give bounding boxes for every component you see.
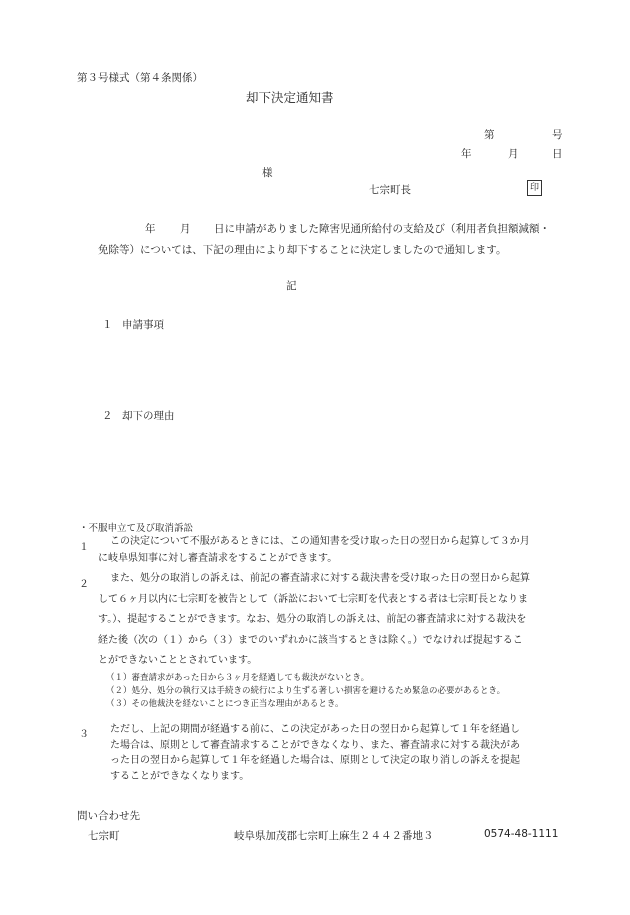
appeal-2-text — [98, 569, 530, 672]
body-line-2: 免除等）については、下記の理由により却下することに決定しましたので通知します。 — [98, 244, 507, 256]
item-1-number: １ — [102, 319, 113, 331]
date-day-label: 日 — [552, 148, 563, 160]
number-prefix: 第 — [484, 129, 495, 141]
body-line-1: 日に申請がありました障害児通所給付の支給及び（利用者負担額減額・ — [214, 223, 550, 235]
appeal-3-line: することができなくなります。 — [110, 770, 250, 782]
form-label: 第３号様式（第４条関係） — [77, 72, 203, 84]
item-2-number: ２ — [102, 410, 113, 422]
date-year-label: 年 — [461, 148, 472, 160]
contact-address: 岐阜県加茂郡七宗町上麻生２４４２番地３ — [234, 830, 434, 842]
contact-phone: 0574-48-1111 — [484, 828, 559, 840]
appeal-2-line: 経た後（次の（１）から（３）までのいずれかに該当するときは除く。）でなければ提起するこ — [98, 634, 523, 646]
addressee-honorific: 様 — [262, 167, 273, 179]
appeal-2-line: とができないこととされています。 — [98, 655, 258, 666]
appeal-1-number: １ — [79, 542, 89, 553]
item-2-label: 却下の理由 — [122, 410, 175, 422]
appeal-1-line: に岐阜県知事に対し審査請求をすることができます。 — [98, 553, 338, 564]
appeal-3-number: ３ — [79, 729, 89, 740]
appeal-1-line: この決定について不服があるときには、この通知書を受け取った日の翌日から起算して３か月 — [110, 536, 530, 547]
appeal-2-number: ２ — [79, 579, 89, 590]
appeal-sub-item: （１）審査請求があった日から３ヶ月を経過しても裁決がないとき。 — [106, 673, 370, 683]
appeal-heading: ・不服申立て及び取消訴訟 — [79, 523, 194, 534]
body-date-month: 月 — [180, 223, 191, 235]
appeal-2-line: して６ヶ月以内に七宗町を被告として（訴訟において七宗町を代表とする者は七宗町長となりま — [98, 593, 528, 605]
issuer-name: 七宗町長 — [369, 184, 411, 196]
document-title: 却下決定通知書 — [246, 90, 334, 105]
seal-mark: 印 — [527, 180, 542, 196]
date-month-label: 月 — [508, 148, 519, 160]
appeal-3-line: った日の翌日から起算して１年を経過した場合は、原則として決定の取り消しの訴えを提起 — [110, 755, 520, 766]
appeal-3-line: た場合は、原則として審査請求することができなくなり、また、審査請求に対する裁決があ — [110, 739, 520, 751]
appeal-2-line: す。）、提起することができます。なお、処分の取消しの訴えは、前記の審査請求に対する裁決を — [98, 614, 527, 625]
contact-heading: 問い合わせ先 — [77, 810, 140, 822]
appeal-1-text — [98, 533, 530, 567]
appeal-sub-items — [106, 672, 505, 711]
appeal-3-text — [98, 722, 520, 784]
contact-org: 七宗町 — [88, 830, 120, 842]
body-date-year: 年 — [145, 223, 156, 235]
ki-heading: 記 — [286, 280, 297, 292]
number-suffix: 号 — [552, 129, 563, 141]
appeal-sub-item: （２）処分、処分の執行又は手続きの続行により生ずる著しい損害を避けるため緊急の必要があるとき。 — [106, 686, 506, 696]
appeal-3-line: ただし、上記の期間が経過する前に、この決定があった日の翌日から起算して１年を経過し — [110, 724, 520, 735]
item-1-label: 申請事項 — [122, 319, 164, 331]
appeal-2-line: また、処分の取消しの訴えは、前記の審査請求に対する裁決書を受け取った日の翌日から起算 — [110, 573, 530, 584]
appeal-sub-item: （３）その他裁決を経ないことにつき正当な理由があるとき。 — [106, 699, 344, 709]
